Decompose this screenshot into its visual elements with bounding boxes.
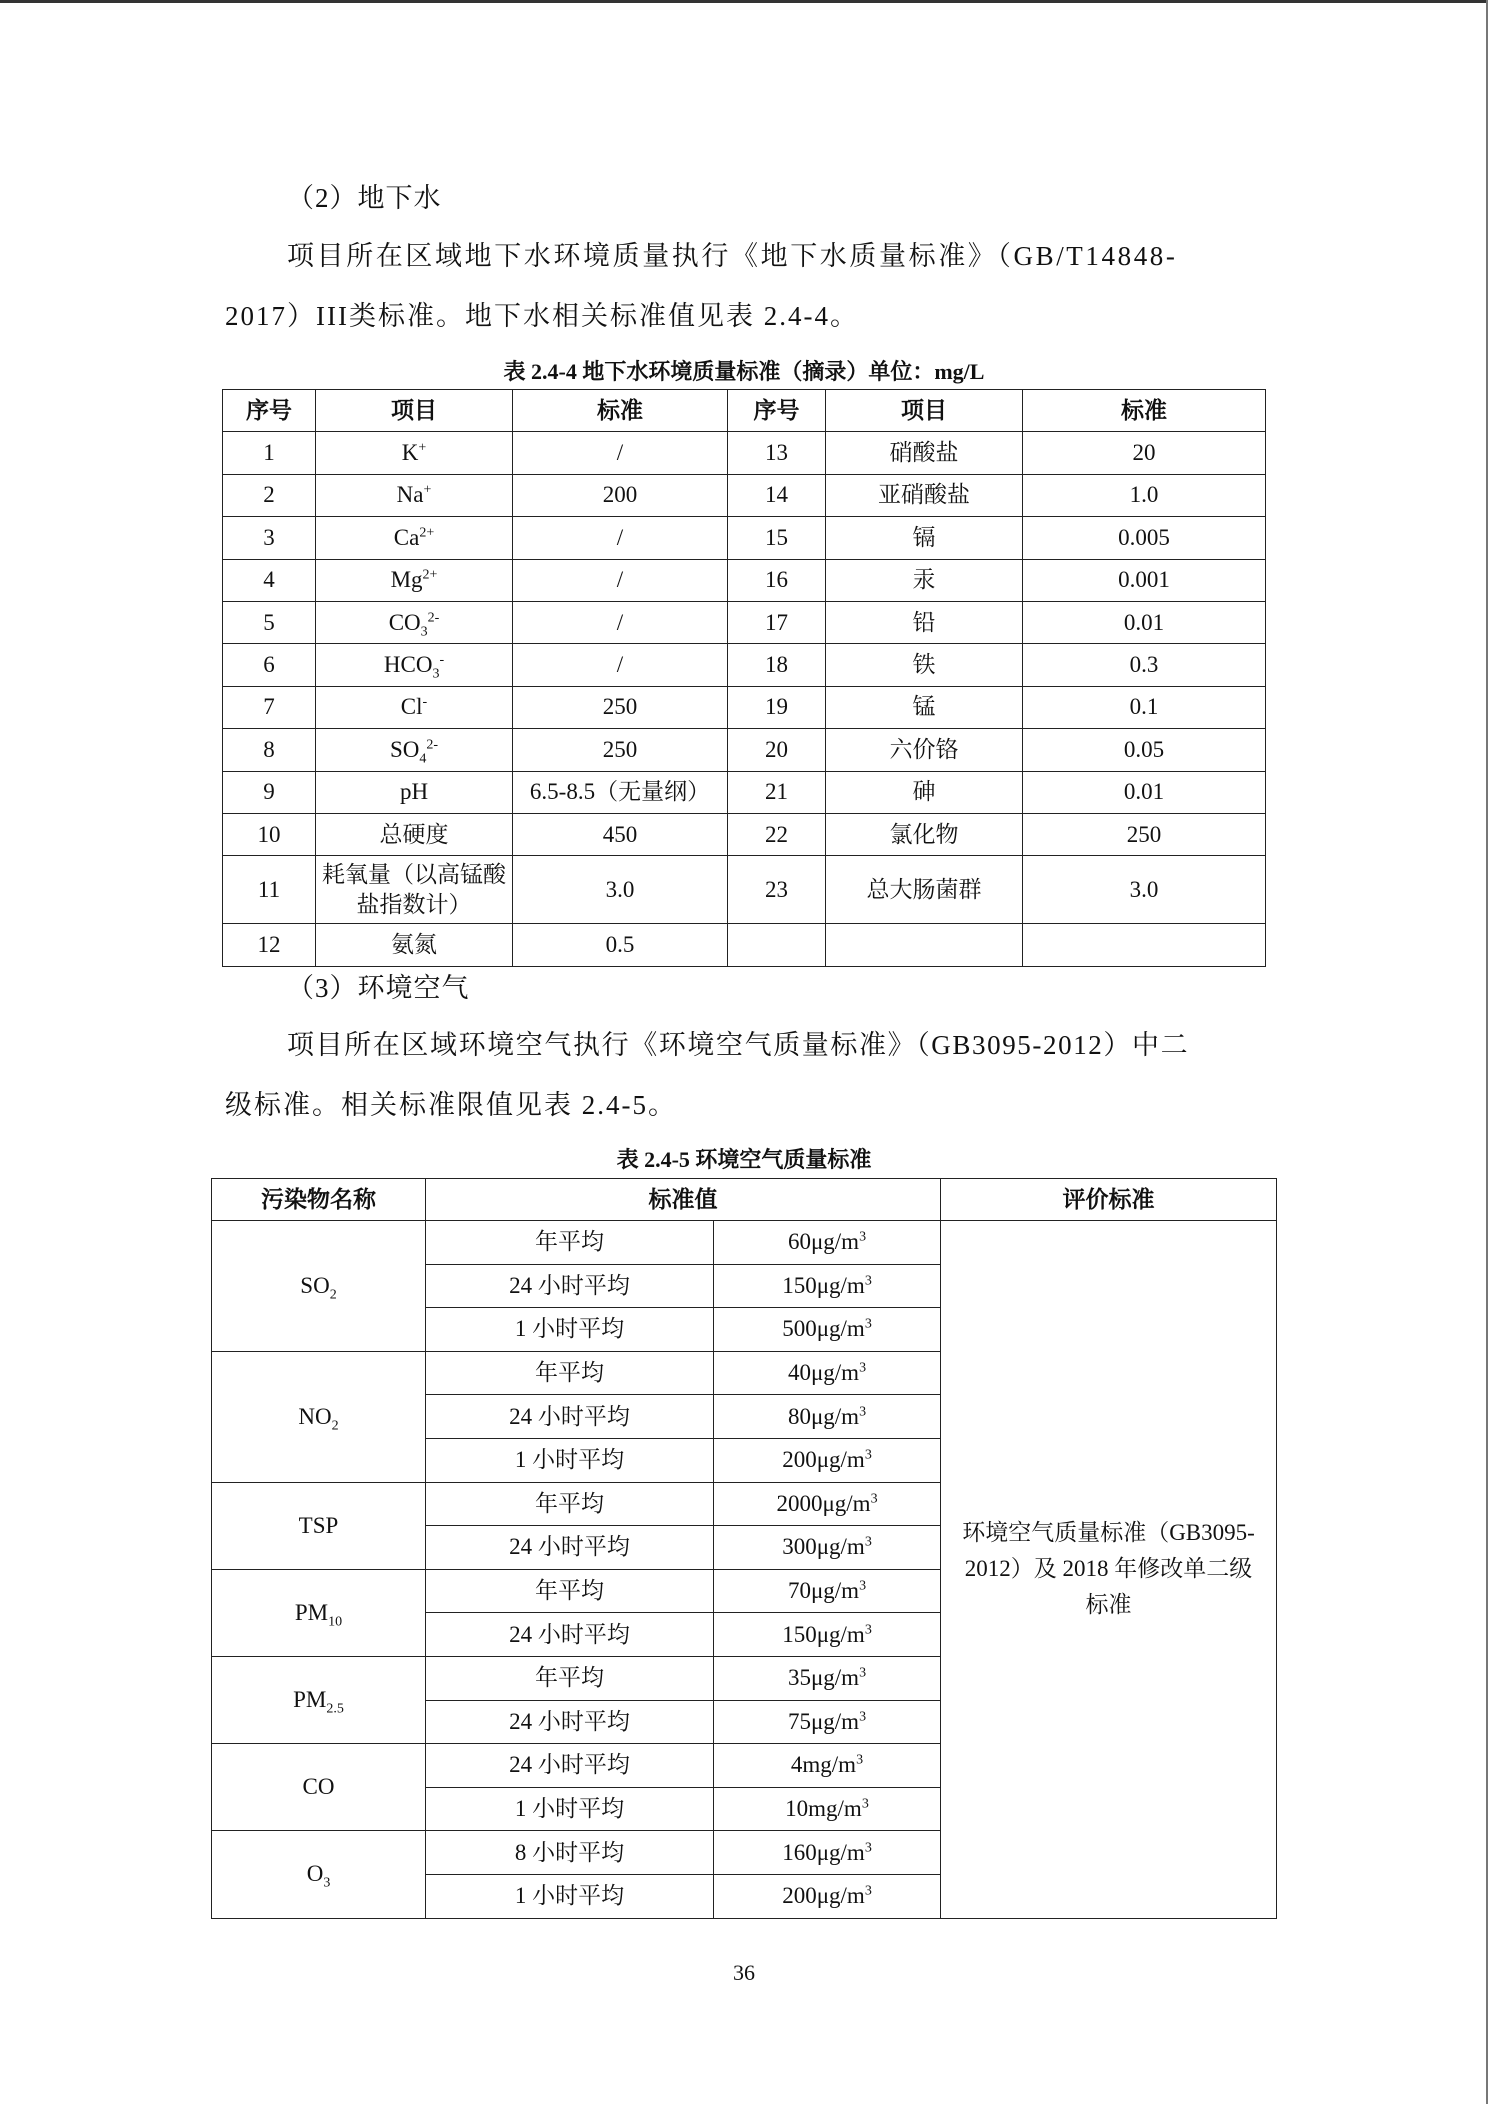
header-pollutant-name: 污染物名称 (212, 1179, 426, 1221)
limit-value-cell (714, 1874, 941, 1918)
standard-cell (1023, 856, 1266, 924)
limit-value-cell (714, 1787, 941, 1831)
standard-cell (513, 559, 728, 601)
limit-value: 70μg/m (787, 1578, 860, 1604)
limit-value: 500μg/m (782, 1316, 865, 1342)
limit-value: 75μg/m (787, 1708, 860, 1734)
standard-cell (1023, 813, 1266, 855)
subscript: 2.5 (326, 1701, 344, 1717)
standard-cell-text: 250 (602, 736, 638, 762)
table-row (223, 813, 1266, 855)
seq-cell (223, 474, 316, 516)
item-cell-text: Cl (400, 694, 423, 720)
standard-cell (513, 432, 728, 474)
pollutant-name-cell (212, 1482, 426, 1569)
page-top-border (0, 0, 1488, 3)
item-cell-text: HCO (383, 652, 433, 678)
limit-value-cell (714, 1395, 941, 1439)
table-header-row (212, 1179, 1277, 1221)
pollutant-name: TSP (298, 1512, 339, 1538)
table-header-row (223, 390, 1266, 432)
table-row (223, 729, 1266, 771)
averaging-period-cell: 24 小时平均 (426, 1613, 714, 1657)
standard-cell (1023, 474, 1266, 516)
seq-cell (223, 924, 316, 966)
item-cell-text: 铁 (912, 652, 936, 678)
pollutant-name: PM (293, 1687, 327, 1713)
averaging-period-cell: 1 小时平均 (426, 1874, 714, 1918)
groundwater-paragraph-line1: 项目所在区域地下水环境质量执行《地下水质量标准》（GB/T14848- (287, 241, 1178, 271)
averaging-period-cell: 年平均 (426, 1569, 714, 1613)
seq-cell-text: 23 (765, 876, 788, 902)
table-row (223, 601, 1266, 643)
item-cell (826, 432, 1023, 474)
item-cell (826, 924, 1023, 966)
limit-value: 200μg/m (782, 1447, 865, 1473)
limit-value-cell (714, 1744, 941, 1788)
standard-cell (1023, 924, 1266, 966)
superscript: 3 (861, 1796, 869, 1812)
seq-cell-text: 19 (765, 694, 788, 720)
seq-cell-text: 3 (263, 524, 275, 550)
seq-cell-text: 1 (263, 440, 275, 466)
seq-cell (223, 601, 316, 643)
superscript: 3 (859, 1229, 867, 1245)
standard-cell (1023, 601, 1266, 643)
superscript: - (439, 652, 445, 668)
item-cell (316, 644, 513, 686)
averaging-period-cell: 24 小时平均 (426, 1744, 714, 1788)
seq-cell (728, 432, 826, 474)
air-quality-standard-table (211, 1178, 1277, 1919)
table-row (223, 432, 1266, 474)
seq-cell (728, 601, 826, 643)
table-row (223, 924, 1266, 966)
limit-value: 160μg/m (782, 1839, 865, 1865)
averaging-period-cell: 24 小时平均 (426, 1526, 714, 1570)
table-row (223, 559, 1266, 601)
seq-cell-text: 12 (257, 931, 281, 957)
standard-cell-text: 0.1 (1129, 694, 1159, 720)
limit-value-cell (714, 1351, 941, 1395)
subscript: 10 (328, 1614, 343, 1630)
averaging-period-cell: 24 小时平均 (426, 1264, 714, 1308)
seq-cell-text: 11 (257, 876, 281, 902)
superscript: 3 (859, 1578, 867, 1594)
standard-cell-text: 20 (1132, 440, 1156, 466)
header-cell: 序号 (223, 390, 316, 432)
averaging-period-cell: 1 小时平均 (426, 1308, 714, 1352)
standard-cell-text: 0.01 (1123, 609, 1165, 635)
superscript: - (422, 694, 428, 710)
limit-value: 60μg/m (787, 1229, 860, 1255)
seq-cell-text: 14 (765, 482, 788, 508)
seq-cell (728, 686, 826, 728)
pollutant-name-cell (212, 1656, 426, 1743)
item-cell-text: Mg (390, 567, 423, 593)
standard-cell-text: / (616, 567, 624, 593)
limit-value-cell (714, 1700, 941, 1744)
seq-cell-text: 8 (263, 736, 275, 762)
superscript: 2+ (422, 567, 438, 583)
standard-cell-text: 3.0 (1129, 876, 1159, 902)
standard-cell-text: 250 (602, 694, 638, 720)
seq-cell-text: 10 (257, 821, 281, 847)
standard-cell-text: 3.0 (605, 876, 635, 902)
seq-cell-text: 17 (765, 609, 788, 635)
limit-value-cell (714, 1613, 941, 1657)
subscript: 3 (420, 624, 428, 640)
item-cell (826, 644, 1023, 686)
seq-cell (223, 644, 316, 686)
item-cell-text: pH (399, 779, 429, 805)
page-number: 36 (733, 1960, 755, 1985)
superscript: 3 (864, 1621, 872, 1637)
item-cell (826, 771, 1023, 813)
table-row (223, 686, 1266, 728)
seq-cell-text: 18 (765, 652, 788, 678)
seq-cell (223, 856, 316, 924)
standard-cell-text: 0.01 (1123, 779, 1165, 805)
superscript: 3 (864, 1447, 872, 1463)
standard-cell (513, 924, 728, 966)
superscript: 3 (864, 1316, 872, 1332)
standard-cell-text: / (616, 652, 624, 678)
item-cell-text: 氯化物 (889, 821, 959, 847)
seq-cell-text: 22 (765, 821, 788, 847)
header-standard-value: 标准值 (426, 1179, 941, 1221)
superscript: 3 (864, 1883, 872, 1899)
item-cell-text: 亚硝酸盐 (878, 482, 970, 508)
limit-value: 80μg/m (787, 1403, 860, 1429)
limit-value-cell (714, 1656, 941, 1700)
table-caption-groundwater: 表 2.4-4 地下水环境质量标准（摘录）单位：mg/L (503, 359, 985, 384)
item-cell-text: 总大肠菌群 (866, 876, 982, 902)
groundwater-standard-table (222, 389, 1266, 967)
item-cell-text: K (401, 440, 419, 466)
table-row (212, 1221, 1277, 1265)
pollutant-name-cell (212, 1744, 426, 1831)
superscript: + (418, 440, 427, 456)
seq-cell-text: 5 (263, 609, 275, 635)
limit-value: 150μg/m (782, 1272, 865, 1298)
averaging-period-cell: 年平均 (426, 1656, 714, 1700)
standard-cell-text: 0.05 (1123, 736, 1165, 762)
seq-cell-text: 16 (765, 567, 788, 593)
standard-cell-text: 0.5 (605, 931, 635, 957)
item-cell (316, 856, 513, 924)
table-row (223, 474, 1266, 516)
pollutant-name: CO (302, 1774, 335, 1800)
limit-value-cell (714, 1308, 941, 1352)
seq-cell-text: 13 (765, 440, 788, 466)
seq-cell (728, 559, 826, 601)
superscript: 3 (859, 1665, 867, 1681)
pollutant-name: PM (294, 1599, 329, 1625)
item-cell (316, 559, 513, 601)
averaging-period-cell: 1 小时平均 (426, 1438, 714, 1482)
averaging-period-cell: 年平均 (426, 1482, 714, 1526)
standard-cell (513, 517, 728, 559)
item-cell-text: 硝酸盐 (889, 440, 959, 466)
seq-cell-text: 21 (765, 779, 788, 805)
item-cell (826, 517, 1023, 559)
standard-cell (513, 644, 728, 686)
air-paragraph-line2: 级标准。相关标准限值见表 2.4-5。 (225, 1090, 677, 1120)
standard-cell-text: 0.001 (1118, 567, 1170, 593)
standard-cell (1023, 559, 1266, 601)
limit-value-cell (714, 1221, 941, 1265)
superscript: 3 (859, 1360, 867, 1376)
table-row (223, 771, 1266, 813)
averaging-period-cell: 年平均 (426, 1221, 714, 1265)
standard-cell-text: / (616, 609, 624, 635)
pollutant-name-cell (212, 1351, 426, 1482)
item-cell-text: 镉 (912, 524, 936, 550)
item-cell-text: 汞 (912, 567, 936, 593)
item-cell-text: Na (396, 482, 424, 508)
standard-cell (1023, 686, 1266, 728)
item-cell-text: 六价铬 (889, 736, 959, 762)
pollutant-name: NO (298, 1403, 332, 1429)
seq-cell (223, 517, 316, 559)
superscript: 3 (859, 1709, 867, 1725)
header-cell: 项目 (826, 390, 1023, 432)
item-cell-text: 砷 (912, 779, 936, 805)
pollutant-name-cell (212, 1569, 426, 1656)
standard-cell (513, 856, 728, 924)
pollutant-name-cell (212, 1831, 426, 1918)
superscript: 2+ (419, 525, 435, 541)
header-cell: 标准 (1023, 390, 1266, 432)
limit-value: 200μg/m (782, 1883, 865, 1909)
item-cell-text: 铅 (912, 609, 936, 635)
standard-cell (513, 729, 728, 771)
superscript: 3 (864, 1839, 872, 1855)
limit-value-cell (714, 1526, 941, 1570)
item-cell (316, 813, 513, 855)
standard-cell-text: 6.5-8.5（无量纲） (529, 779, 711, 805)
air-paragraph-line1: 项目所在区域环境空气执行《环境空气质量标准》（GB3095-2012）中二 (287, 1030, 1190, 1060)
seq-cell (728, 856, 826, 924)
seq-cell (728, 644, 826, 686)
limit-value: 150μg/m (782, 1621, 865, 1647)
item-cell-text: 耗氧量（以高锰酸盐指数计） (322, 861, 506, 917)
item-cell-text: 氨氮 (391, 931, 437, 957)
seq-cell (728, 771, 826, 813)
item-cell (826, 559, 1023, 601)
pollutant-name: SO (300, 1272, 330, 1298)
seq-cell-text: 9 (263, 779, 275, 805)
limit-value-cell (714, 1569, 941, 1613)
subscript: 3 (432, 666, 440, 682)
superscript: 3 (864, 1273, 872, 1289)
standard-cell-text: 450 (602, 821, 638, 847)
table-caption-air: 表 2.4-5 环境空气质量标准 (616, 1147, 872, 1172)
item-cell (826, 813, 1023, 855)
header-evaluation-standard: 评价标准 (941, 1179, 1277, 1221)
standard-cell-text: / (616, 524, 624, 550)
header-cell: 项目 (316, 390, 513, 432)
limit-value: 35μg/m (787, 1665, 860, 1691)
seq-cell (223, 559, 316, 601)
limit-value-cell (714, 1438, 941, 1482)
limit-value: 10mg/m (785, 1796, 862, 1822)
item-cell (316, 686, 513, 728)
standard-cell (513, 474, 728, 516)
evaluation-standard-cell: 环境空气质量标准（GB3095-2012）及 2018 年修改单二级标准 (941, 1221, 1277, 1919)
subscript: 3 (323, 1876, 331, 1891)
standard-cell (513, 813, 728, 855)
header-cell: 标准 (513, 390, 728, 432)
standard-cell (513, 771, 728, 813)
item-cell-text: 锰 (912, 694, 936, 720)
item-cell-text: Ca (393, 524, 420, 550)
limit-value: 4mg/m (790, 1752, 857, 1778)
standard-cell (1023, 432, 1266, 474)
standard-cell-text: 0.005 (1118, 524, 1170, 550)
limit-value-cell (714, 1482, 941, 1526)
limit-value: 40μg/m (787, 1360, 860, 1386)
limit-value: 300μg/m (782, 1534, 865, 1560)
seq-cell (223, 686, 316, 728)
seq-cell (728, 474, 826, 516)
limit-value-cell (714, 1831, 941, 1875)
standard-cell-text: 1.0 (1129, 482, 1159, 508)
limit-value-cell (714, 1264, 941, 1308)
standard-cell (1023, 771, 1266, 813)
table-row (223, 644, 1266, 686)
superscript: 3 (856, 1752, 864, 1768)
section-heading-groundwater: （2）地下水 (287, 183, 442, 213)
seq-cell-text: 7 (263, 694, 275, 720)
superscript: 3 (864, 1534, 872, 1550)
seq-cell (728, 813, 826, 855)
superscript: 2- (427, 609, 440, 625)
seq-cell (728, 729, 826, 771)
seq-cell-text: 2 (263, 482, 275, 508)
standard-cell (513, 686, 728, 728)
item-cell (826, 601, 1023, 643)
seq-cell-text: 6 (263, 652, 275, 678)
seq-cell-text: 15 (765, 524, 788, 550)
standard-cell (513, 601, 728, 643)
item-cell-text: SO (389, 736, 420, 762)
superscript: + (423, 482, 432, 498)
item-cell (316, 729, 513, 771)
superscript: 3 (870, 1491, 878, 1507)
item-cell (316, 432, 513, 474)
seq-cell (223, 432, 316, 474)
standard-cell-text: 0.3 (1129, 652, 1159, 678)
subscript: 2 (331, 1418, 339, 1434)
subscript: 4 (419, 751, 427, 767)
pollutant-name-cell (212, 1221, 426, 1352)
standard-cell (1023, 729, 1266, 771)
item-cell (826, 729, 1023, 771)
seq-cell (728, 924, 826, 966)
averaging-period-cell: 1 小时平均 (426, 1787, 714, 1831)
seq-cell (223, 813, 316, 855)
item-cell (316, 517, 513, 559)
table-row (223, 856, 1266, 924)
groundwater-paragraph-line2: 2017）III类标准。地下水相关标准值见表 2.4-4。 (225, 301, 859, 331)
item-cell-text: CO (388, 609, 421, 635)
standard-cell (1023, 644, 1266, 686)
averaging-period-cell: 8 小时平均 (426, 1831, 714, 1875)
header-cell: 序号 (728, 390, 826, 432)
seq-cell-text: 20 (765, 736, 788, 762)
item-cell (826, 856, 1023, 924)
superscript: 2- (426, 737, 439, 753)
item-cell (316, 771, 513, 813)
standard-cell-text: / (616, 440, 624, 466)
averaging-period-cell: 年平均 (426, 1351, 714, 1395)
item-cell (826, 686, 1023, 728)
standard-cell (1023, 517, 1266, 559)
subscript: 2 (329, 1287, 337, 1303)
seq-cell-text: 4 (263, 567, 275, 593)
table-row (223, 517, 1266, 559)
standard-cell-text: 250 (1126, 821, 1162, 847)
averaging-period-cell: 24 小时平均 (426, 1700, 714, 1744)
item-cell (316, 474, 513, 516)
item-cell (826, 474, 1023, 516)
seq-cell (728, 517, 826, 559)
item-cell (316, 924, 513, 966)
item-cell-text: 总硬度 (379, 821, 449, 847)
section-heading-air: （3）环境空气 (287, 973, 470, 1003)
pollutant-name: O (306, 1861, 324, 1887)
averaging-period-cell: 24 小时平均 (426, 1395, 714, 1439)
limit-value: 2000μg/m (776, 1490, 871, 1516)
standard-cell-text: 200 (602, 482, 638, 508)
superscript: 3 (859, 1404, 867, 1420)
seq-cell (223, 729, 316, 771)
item-cell (316, 601, 513, 643)
seq-cell (223, 771, 316, 813)
